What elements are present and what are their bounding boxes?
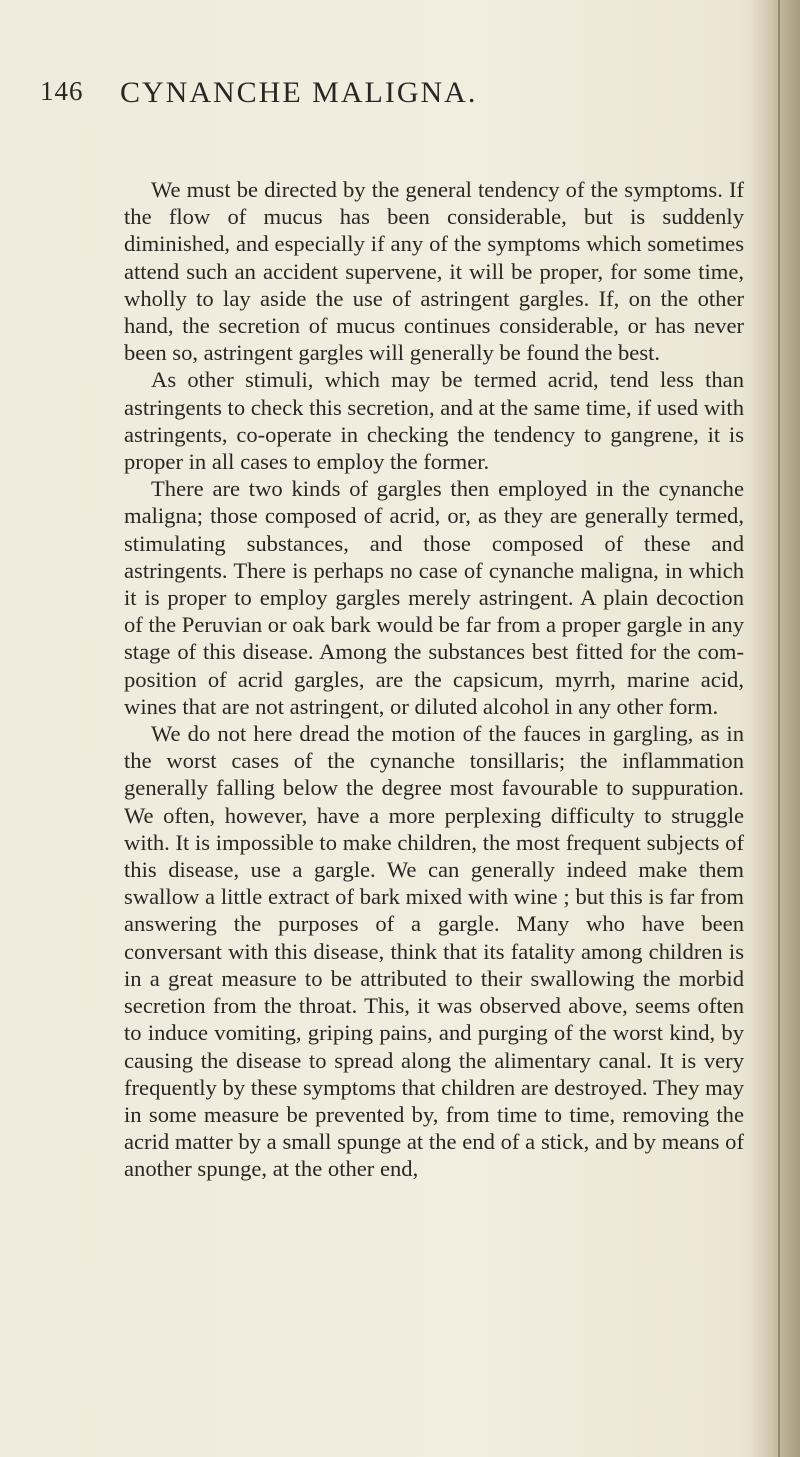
page-header bbox=[40, 76, 760, 116]
body-text bbox=[124, 176, 744, 1183]
paragraph: There are two kinds of gargles then employed in the cynanche maligna; those composed of acrid, or, as they are generally termed, stimulating substances, and those composed of these and astringents. There is perhaps no case of cynanche maligna, in which it is proper to employ gargles merely astringent. A plain decoction of the Peruvian or oak bark would be far from a proper gargle in any stage of this disease. Among the substances best fitted for the composition of acrid gargles, are the capsicum, myrrh, marine acid, wines that are not astringent, or diluted alcohol in any other form. bbox=[124, 476, 744, 719]
paragraph: We must be directed by the general tendency of the symptoms. If the flow of mucus has been considerable, but is suddenly diminished, and especially if any of the symptoms which sometimes attend such an accident supervene, it will be proper, for some time, wholly to lay aside the use of astringent gargles. If, on the other hand, the secretion of mucus continues considerable, or has never been so, astringent gargles will generally be found the best. bbox=[124, 177, 744, 366]
paragraph: We do not here dread the motion of the fauces in gargling, as in the worst cases of the cynanche tonsillaris; the inflammation generally falling below the degree most favourable to suppuration. We often, however, have a more perplexing difficulty to struggle with. It is impossible to make children, the most frequent subjects of this disease, use a gargle. We can generally indeed make them swallow a little extract of bark mixed with wine ; but this is far from answering the purposes of a gargle. Many who have been conversant with this disease, think that its fatality among children is in a great measure to be attributed to their swallowing the morbid secretion from the throat. This, it was observed above, seems often to induce vomiting, griping pains, and purging of the worst kind, by causing the disease to spread along the alimentary canal. It is very frequently by these symptoms that children are destroyed. They may in some measure be prevented by, from time to time, removing the acrid matter by a small spunge at the end of a stick, and by means of another spunge, at the other end, bbox=[124, 721, 744, 1182]
paragraph: As other stimuli, which may be termed acrid, tend less than astringents to check this secretion, and at the same time, if used with astringents, co-operate in checking the tendency to gangrene, it is proper in all cases to employ the former. bbox=[124, 367, 744, 475]
page-gutter-edge bbox=[752, 0, 800, 1457]
gutter-shadow-line bbox=[778, 0, 780, 1457]
page-number: 146 bbox=[40, 76, 84, 106]
running-title: CYNANCHE MALIGNA. bbox=[120, 76, 478, 109]
